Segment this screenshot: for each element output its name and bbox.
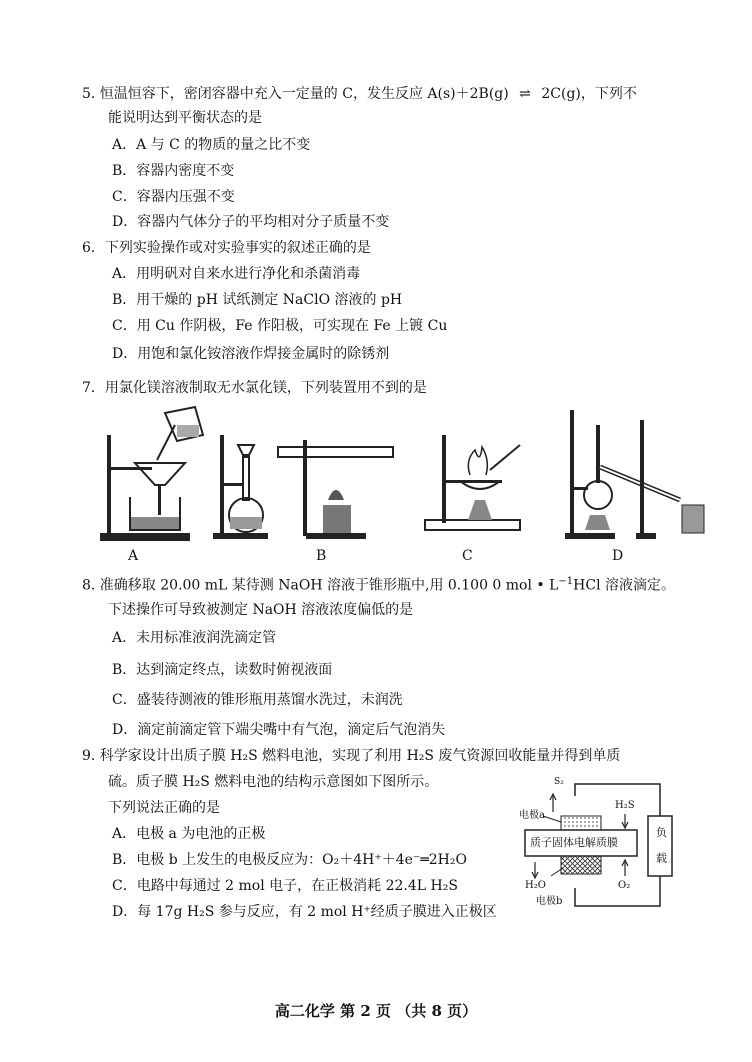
q5-option-d: D．容器内气体分子的平均相对分子质量不变 <box>112 214 390 230</box>
apparatus-d-distillation-icon <box>560 405 710 540</box>
q8-line2: 下述操作可导致被测定 NaOH 溶液浓度偏低的是 <box>108 602 414 618</box>
diagram-load-label-2: 载 <box>656 852 667 865</box>
q8-option-a: A．未用标准液润洗滴定管 <box>112 630 277 646</box>
q5-line1-a: 5. 恒温恒容下，密闭容器中充入一定量的 C，发生反应 A(s)＋2B(g) <box>82 86 509 102</box>
q6-option-d: D．用饱和氯化铵溶液作焊接金属时的除锈剂 <box>112 346 390 362</box>
q5-option-b: B．容器内密度不变 <box>112 163 235 179</box>
q9-option-a: A．电极 a 为电池的正极 <box>112 826 266 842</box>
equilibrium-arrow-icon: ⇌ <box>519 86 531 102</box>
q8-line1 <box>82 572 675 596</box>
q5-line1 <box>82 84 637 104</box>
apparatus-a-label: A <box>128 548 139 564</box>
apparatus-b-heating-tube-icon <box>208 425 403 540</box>
apparatus-d-label: D <box>612 548 624 564</box>
q6-stem: 6．下列实验操作或对实验事实的叙述正确的是 <box>82 240 371 256</box>
diagram-electrode-b-label: 电极b <box>536 896 563 907</box>
diagram-electrode-a-label: 电极a <box>519 810 545 821</box>
q5-option-a: A．A 与 C 的物质的量之比不变 <box>112 137 311 153</box>
apparatus-a-filtration-icon <box>95 405 210 545</box>
diagram-h2o-label: H₂O <box>525 880 546 891</box>
q9-option-c: C．电路中每通过 2 mol 电子，在正极消耗 22.4L H₂S <box>112 878 458 894</box>
q6-option-c: C．用 Cu 作阴极，Fe 作阳极，可实现在 Fe 上镀 Cu <box>112 318 448 334</box>
q6-option-b: B．用干燥的 pH 试纸测定 NaClO 溶液的 pH <box>112 292 403 308</box>
q8-line1-a: 8. 准确移取 20.00 mL 某待测 NaOH 溶液于锥形瓶中,用 0.100 0 mol • L <box>82 577 559 594</box>
q8-option-d: D．滴定前滴定管下端尖嘴中有气泡，滴定后气泡消失 <box>112 722 446 738</box>
page-footer: 高二化学 第 2 页 （共 8 页） <box>274 1002 478 1020</box>
q8-unit-exponent: −1 <box>558 576 574 587</box>
q9-option-b: B．电极 b 上发生的电极反应为：O₂＋4H⁺＋4e⁻═2H₂O <box>112 852 467 868</box>
apparatus-c-evaporation-icon <box>420 425 530 535</box>
q6-option-a: A．用明矾对自来水进行净化和杀菌消毒 <box>112 266 361 282</box>
q7-stem: 7．用氯化镁溶液制取无水氯化镁，下列装置用不到的是 <box>82 380 427 396</box>
diagram-h2s-label: H₂S <box>615 800 635 811</box>
q9-option-d: D．每 17g H₂S 参与反应，有 2 mol H⁺经质子膜进入正极区 <box>112 904 497 920</box>
q9-line2: 硫。质子膜 H₂S 燃料电池的结构示意图如下图所示。 <box>108 774 439 790</box>
apparatus-b-label: B <box>316 548 327 564</box>
q8-line1-b: HCl 溶液滴定。 <box>573 577 676 594</box>
q9-line1: 9. 科学家设计出质子膜 H₂S 燃料电池，实现了利用 H₂S 废气资源回收能量并得到单质 <box>82 748 621 764</box>
diagram-membrane-label: 质子固体电解质膜 <box>530 836 618 849</box>
q5-option-c: C．容器内压强不变 <box>112 189 235 205</box>
q8-option-c: C．盛装待测液的锥形瓶用蒸馏水洗过，未润洗 <box>112 692 403 708</box>
diagram-s2-label: S₂ <box>554 777 564 787</box>
q8-option-b: B．达到滴定终点，读数时俯视液面 <box>112 662 333 678</box>
apparatus-c-label: C <box>462 548 473 564</box>
q9-line3: 下列说法正确的是 <box>108 800 220 816</box>
diagram-o2-label: O₂ <box>618 880 631 891</box>
q5-line1-b: 2C(g)，下列不 <box>541 86 637 102</box>
diagram-load-label-1: 负 <box>656 826 667 839</box>
q5-line2: 能说明达到平衡状态的是 <box>108 110 262 126</box>
